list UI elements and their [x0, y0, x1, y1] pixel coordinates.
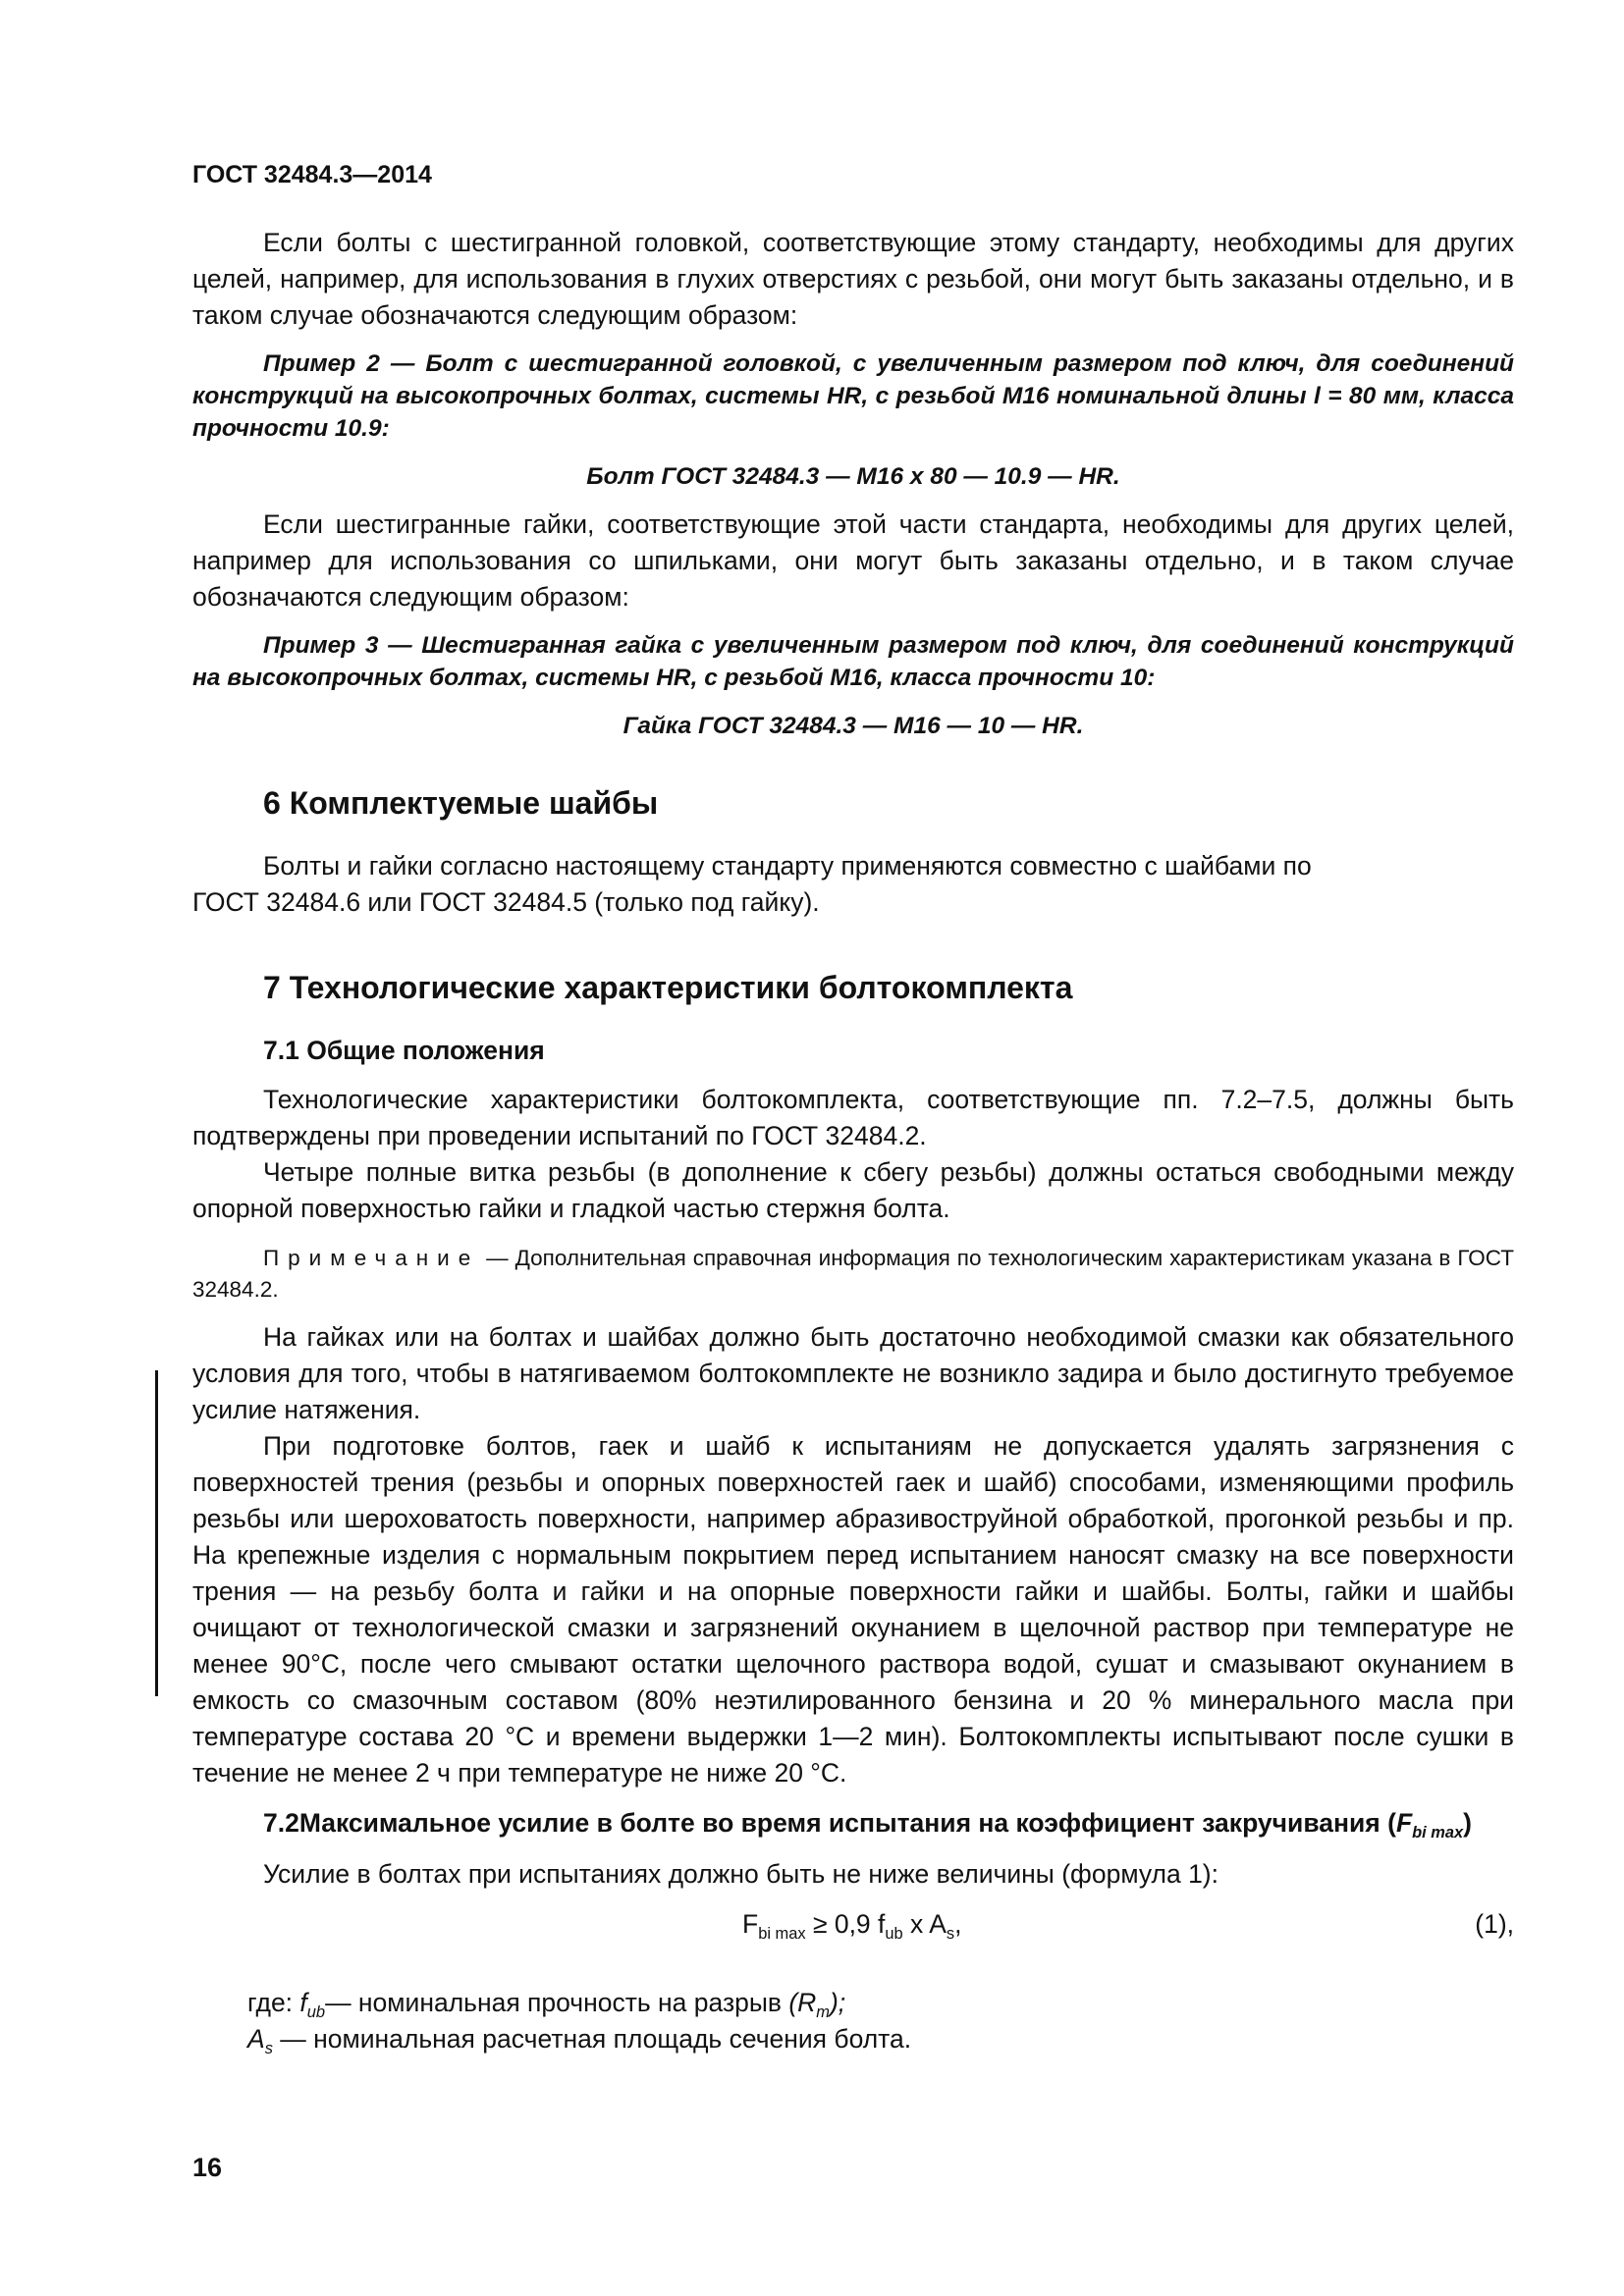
section-6-text — [192, 848, 1514, 921]
formula-mid: ≥ 0,9 f — [805, 1909, 886, 1939]
subsection-7-2-title — [192, 1805, 1514, 1841]
formula-f-sub: ub — [885, 1924, 903, 1943]
formula-end: , — [954, 1909, 962, 1939]
where1-rm: (R — [788, 1988, 817, 2017]
formula-F: F — [742, 1909, 759, 1939]
formula-1 — [192, 1906, 1514, 1948]
subsection-7-2-subscript: bi max — [1412, 1823, 1464, 1842]
formula-A-sub: s — [946, 1924, 955, 1943]
formula-number: (1), — [1475, 1909, 1514, 1939]
subsection-7-2-symbol: F — [1395, 1808, 1413, 1838]
where1-sub: ub — [306, 2002, 326, 2021]
document-header: ГОСТ 32484.3—2014 — [192, 161, 432, 188]
paragraph-7-1-d: При подготовке болтов, гаек и шайб к испытаниям не допускается удалять загрязнения с поверхностей трения (резьбы и опорных поверхностей гаек и шайб) способами, изменяющими профиль резьбы или шероховатость поверхности, например абразивоструйной обработкой, прогонкой резьбы и пр. На крепежные изделия с нормальным покрытием перед испытанием наносят смазку на все поверхности трения — на резьбу болта и гайки и на опорные поверхности гайки и шайбы. Болты, гайки и шайбы очищают от технологической смазки и загрязнений окунанием в щелочной раствор при температуре не менее 90°С, после чего смывают остатки щелочного раствора водой, сушат и смазывают окунанием в емкость со смазочным составом (80% неэтилированного бензина и 20 % минерального масла при температуре состава 20 °С и времени выдержки 1—2 мин). Болтокомплекты испытывают после сушки в течение не менее 2 ч при температуре не ниже 20 °С. — [192, 1431, 1514, 1788]
subsection-7-1-title: 7.1 Общие положения — [263, 1036, 545, 1065]
where2-sub: s — [264, 2039, 273, 2057]
where1-rm-sub: m — [816, 2002, 830, 2021]
example-2: Пример 2 — Болт с шестигранной головкой, с увеличенным размером под ключ, для соединений конструкций на высокопрочных болтах, системы HR, с резьбой М16 номинальной длины l = 80 мм, класса прочности 10.9: — [192, 350, 1514, 442]
document-page — [192, 157, 1514, 2057]
section-6-text-line2: ГОСТ 32484.6 или ГОСТ 32484.5 (только под гайку). — [192, 887, 820, 917]
formula-F-sub: bi max — [758, 1924, 806, 1943]
paragraph-order-nuts: Если шестигранные гайки, соответствующие этой части стандарта, необходимы для других целей, например для использования со шпильками, они могут быть заказаны отдельно, и в таком случае обозначаются следующим образом: — [192, 509, 1514, 612]
note-text: — Дополнительная справочная информация по технологическим характеристикам указана в ГОСТ 32484.2. — [192, 1246, 1514, 1302]
section-6-text-line1: Болты и гайки согласно настоящему стандарту применяются совместно с шайбами по — [263, 851, 1312, 881]
formula-expression — [742, 1906, 961, 1943]
where2-text: — номинальная расчетная площадь сечения болта. — [272, 2024, 912, 2054]
subsection-7-2-close: ) — [1463, 1808, 1472, 1838]
where1-text: — номинальная прочность на разрыв — [325, 1988, 789, 2017]
note-7-1 — [192, 1243, 1514, 1306]
formula-times-A: x A — [902, 1909, 947, 1939]
section-7-title: 7 Технологические характеристики болтокомплекта — [263, 970, 1073, 1005]
where-line-2 — [192, 2021, 1514, 2057]
paragraph-7-1-c: На гайках или на болтах и шайбах должно быть достаточно необходимой смазки как обязательного условия для того, чтобы в натягиваемом болтокомплекте не возникло задира и было достигнуто требуемое усилие натяжения. — [192, 1322, 1514, 1424]
example-2-designation: Болт ГОСТ 32484.3 — М16 х 80 — 10.9 — HR. — [586, 463, 1120, 490]
paragraph-order-bolts: Если болты с шестигранной головкой, соответствующие этому стандарту, необходимы для других целей, например, для использования в глухих отверстиях с резьбой, они могут быть заказаны отдельно, и в таком случае обозначаются следующим образом: — [192, 228, 1514, 330]
page-number: 16 — [192, 2153, 223, 2182]
where1-rm-end: ); — [829, 1988, 846, 2017]
where1-symbol: f — [299, 1988, 307, 2017]
where-line-1 — [192, 1985, 1514, 2021]
where-prefix: где: — [247, 1988, 300, 2017]
paragraph-7-2: Усилие в болтах при испытаниях должно быть не ниже величины (формула 1): — [263, 1859, 1218, 1889]
example-3-designation: Гайка ГОСТ 32484.3 — М16 — 10 — HR. — [623, 713, 1084, 739]
note-label: Примечание — [263, 1246, 480, 1270]
example-3: Пример 3 — Шестигранная гайка с увеличенным размером под ключ, для соединений конструкций на высокопрочных болтах, системы HR, с резьбой М16, класса прочности 10: — [192, 632, 1514, 691]
where2-symbol: A — [247, 2024, 265, 2054]
paragraph-7-1-b: Четыре полные витка резьбы (в дополнение к сбегу резьбы) должны остаться свободными между опорной поверхностью гайки и гладкой частью стержня болта. — [192, 1157, 1514, 1223]
paragraph-7-1-a: Технологические характеристики болтокомплекта, соответствующие пп. 7.2–7.5, должны быть подтверждены при проведении испытаний по ГОСТ 32484.2. — [192, 1085, 1514, 1150]
change-bar — [155, 1370, 158, 1696]
subsection-7-2-title-text: 7.2Максимальное усилие в болте во время испытания на коэффициент закручивания ( — [263, 1808, 1396, 1838]
section-6-title: 6 Комплектуемые шайбы — [263, 785, 659, 821]
